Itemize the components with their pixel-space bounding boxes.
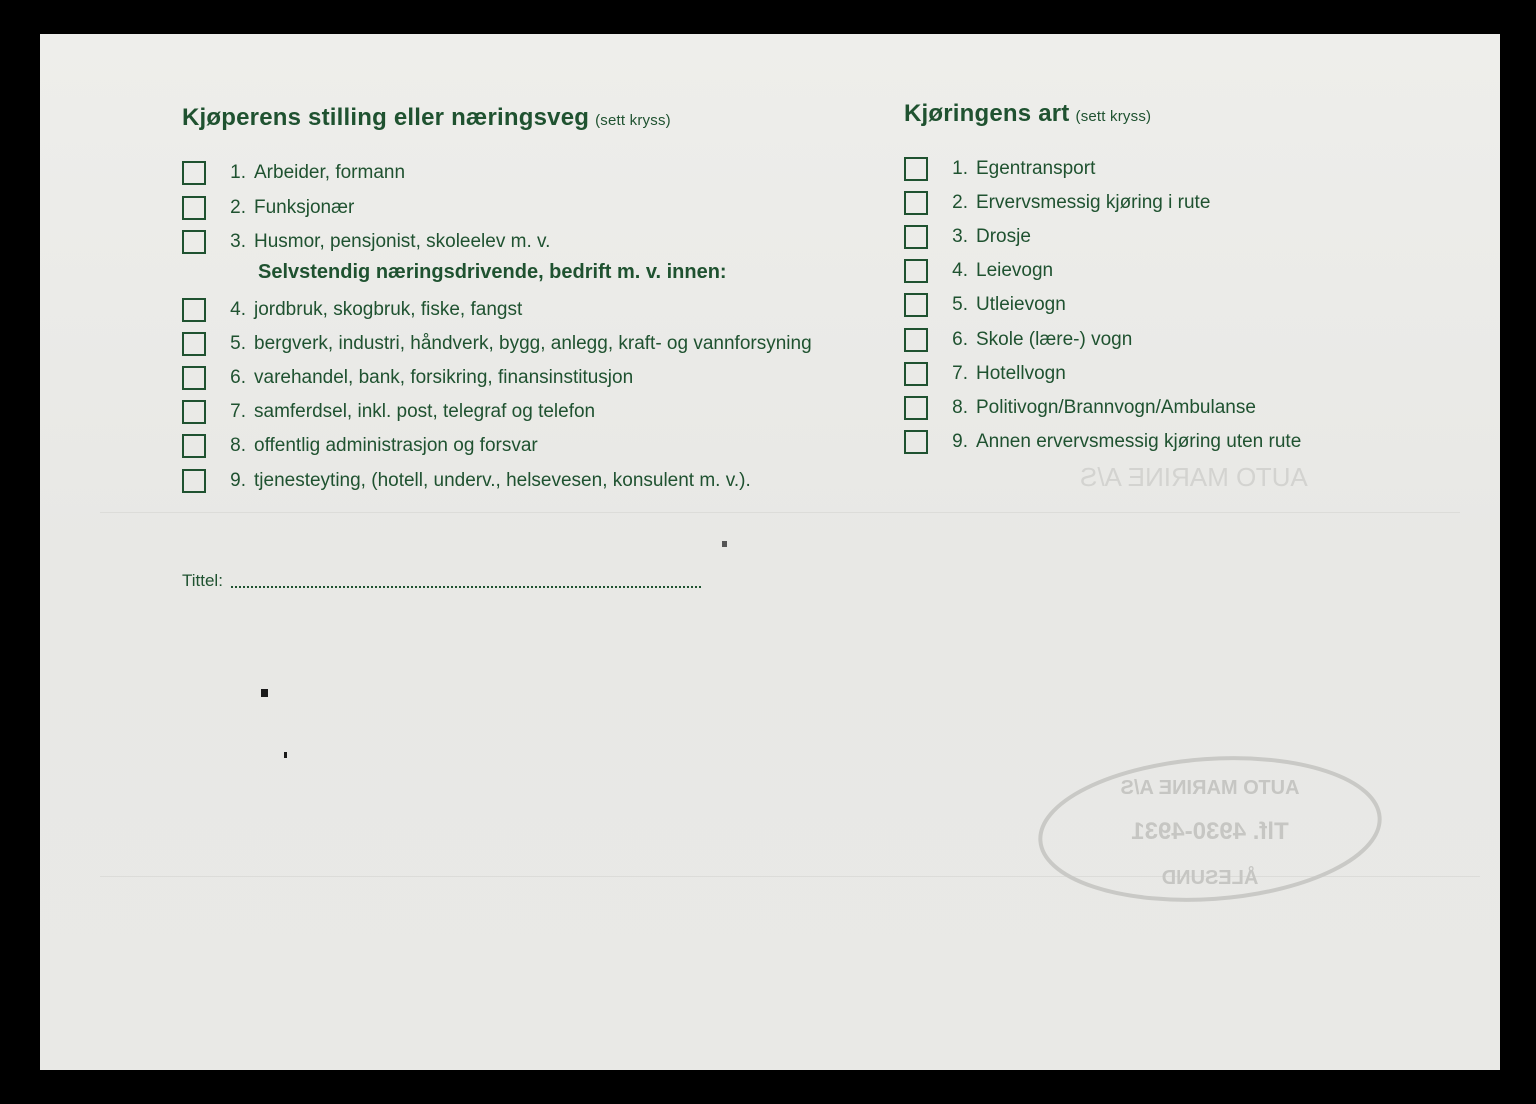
option-label: samferdsel, inkl. post, telegraf og telefon xyxy=(254,401,596,422)
ghost-company-text: AUTO MARINE A/S xyxy=(1080,462,1308,492)
option-number: 5. xyxy=(230,333,246,354)
stamp-line-3: ÅLESUND xyxy=(1161,867,1259,889)
ghost-rule xyxy=(100,512,1460,513)
checkbox[interactable] xyxy=(904,328,928,352)
company-stamp-bleedthrough xyxy=(1035,754,1385,904)
driving-option-4[interactable] xyxy=(904,257,1053,285)
occupation-option-3[interactable] xyxy=(182,228,550,256)
stamp-line-1: AUTO MARINE A/S xyxy=(1120,777,1300,799)
checkbox[interactable] xyxy=(904,396,928,420)
option-number: 8. xyxy=(230,435,246,456)
option-number: 6. xyxy=(952,329,968,350)
option-label: Annen ervervsmessig kjøring uten rute xyxy=(976,431,1302,452)
heading-hint: (sett kryss) xyxy=(1075,108,1152,125)
ink-speck xyxy=(722,541,727,547)
option-label: offentlig administrasjon og forsvar xyxy=(254,435,538,456)
checkbox[interactable] xyxy=(182,161,206,185)
option-number: 7. xyxy=(230,401,246,422)
title-field[interactable] xyxy=(182,571,701,591)
option-label: varehandel, bank, forsikring, finansinstitusjon xyxy=(254,367,634,388)
checkbox[interactable] xyxy=(182,332,206,356)
option-number: 8. xyxy=(952,397,968,418)
checkbox[interactable] xyxy=(182,366,206,390)
option-number: 1. xyxy=(230,162,246,183)
checkbox[interactable] xyxy=(182,434,206,458)
checkbox[interactable] xyxy=(904,293,928,317)
occupation-option-1[interactable] xyxy=(182,159,405,187)
heading-text: Kjøringens art xyxy=(904,100,1070,127)
driving-option-2[interactable] xyxy=(904,189,1210,217)
option-label: Hotellvogn xyxy=(976,363,1066,384)
driving-option-1[interactable] xyxy=(904,155,1095,183)
option-label: Politivogn/Brannvogn/Ambulanse xyxy=(976,397,1256,418)
option-label: Leievogn xyxy=(976,260,1054,281)
option-label: Egentransport xyxy=(976,158,1096,179)
occupation-option-8[interactable] xyxy=(182,432,538,460)
driving-option-7[interactable] xyxy=(904,360,1066,388)
option-number: 7. xyxy=(952,363,968,384)
option-label: tjenesteyting, (hotell, underv., helsevesen, konsulent m. v.). xyxy=(254,470,751,491)
driving-option-3[interactable] xyxy=(904,223,1031,251)
option-number: 2. xyxy=(952,192,968,213)
checkbox[interactable] xyxy=(904,191,928,215)
option-label: Drosje xyxy=(976,226,1031,247)
driving-option-5[interactable] xyxy=(904,291,1066,319)
ink-speck xyxy=(284,752,287,758)
checkbox[interactable] xyxy=(904,362,928,386)
checkbox[interactable] xyxy=(182,196,206,220)
option-number: 6. xyxy=(230,367,246,388)
driving-type-list xyxy=(904,155,1464,465)
option-label: jordbruk, skogbruk, fiske, fangst xyxy=(254,299,523,320)
heading-hint: (sett kryss) xyxy=(595,112,671,129)
option-number: 4. xyxy=(230,299,246,320)
option-number: 2. xyxy=(230,197,246,218)
checkbox[interactable] xyxy=(182,230,206,254)
option-number: 5. xyxy=(952,294,968,315)
driving-option-9[interactable] xyxy=(904,428,1301,456)
ink-speck xyxy=(261,689,268,697)
option-number: 3. xyxy=(230,231,246,252)
occupation-option-4[interactable] xyxy=(182,296,522,324)
checkbox[interactable] xyxy=(182,298,206,322)
checkbox[interactable] xyxy=(904,225,928,249)
stamp-line-2: Tlf. 4930-4931 xyxy=(1131,818,1289,845)
title-dotted-line[interactable] xyxy=(231,586,701,588)
buyer-occupation-heading xyxy=(182,104,671,132)
checkbox[interactable] xyxy=(182,469,206,493)
driving-type-heading xyxy=(904,100,1151,128)
option-label: Husmor, pensjonist, skoleelev m. v. xyxy=(254,231,551,252)
checkbox[interactable] xyxy=(904,259,928,283)
driving-option-8[interactable] xyxy=(904,394,1256,422)
occupation-option-6[interactable] xyxy=(182,364,633,392)
checkbox[interactable] xyxy=(182,400,206,424)
option-label: Ervervsmessig kjøring i rute xyxy=(976,192,1211,213)
checkbox[interactable] xyxy=(904,157,928,181)
heading-text: Kjøperens stilling eller næringsveg xyxy=(182,104,590,131)
driving-option-6[interactable] xyxy=(904,326,1132,354)
option-label: Utleievogn xyxy=(976,294,1066,315)
option-label: Skole (lære-) vogn xyxy=(976,329,1133,350)
option-label: bergverk, industri, håndverk, bygg, anlegg, kraft- og vannforsyning xyxy=(254,333,812,354)
self-employed-subheading: Selvstendig næringsdrivende, bedrift m. v. innen: xyxy=(258,261,727,283)
buyer-occupation-section xyxy=(182,104,671,132)
driving-type-section xyxy=(904,100,1151,128)
occupation-option-7[interactable] xyxy=(182,398,595,426)
title-label: Tittel: xyxy=(182,571,223,590)
option-label: Funksjonær xyxy=(254,197,355,218)
option-label: Arbeider, formann xyxy=(254,162,406,183)
option-number: 9. xyxy=(230,470,246,491)
checkbox[interactable] xyxy=(904,430,928,454)
buyer-occupation-list xyxy=(182,159,902,499)
occupation-option-5[interactable] xyxy=(182,330,812,358)
option-number: 4. xyxy=(952,260,968,281)
option-number: 9. xyxy=(952,431,968,452)
form-sheet xyxy=(40,34,1500,1070)
option-number: 3. xyxy=(952,226,968,247)
occupation-option-2[interactable] xyxy=(182,194,354,222)
occupation-option-9[interactable] xyxy=(182,467,751,495)
option-number: 1. xyxy=(952,158,968,179)
